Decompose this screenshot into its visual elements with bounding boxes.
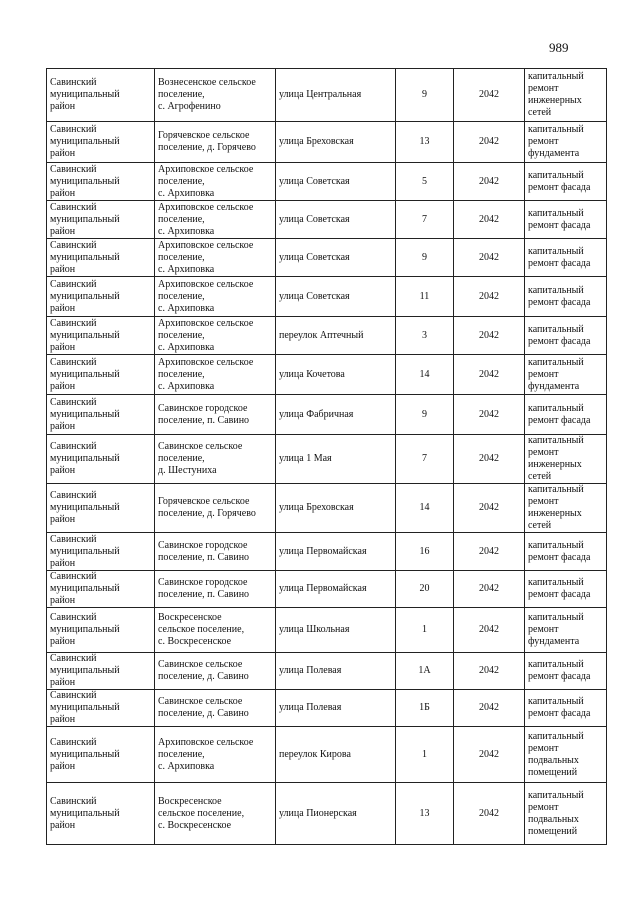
cell-line: муниципальный: [50, 290, 120, 302]
cell-line: с. Архиповка: [158, 187, 215, 199]
house-number-cell: 7: [396, 201, 454, 239]
year-cell: 2042: [454, 163, 525, 201]
cell-line: помещений: [528, 766, 578, 778]
cell-line: район: [50, 514, 76, 525]
district-cell: [47, 727, 155, 783]
repair-type-cell: [525, 533, 607, 571]
street-cell: переулок Кирова: [276, 727, 396, 783]
cell-line: муниципальный: [50, 408, 120, 420]
year-cell: 2042: [454, 277, 525, 317]
cell-line: д. Шестуниха: [158, 465, 217, 476]
street-cell: улица 1 Мая: [276, 435, 396, 484]
cell-line: поселение,: [158, 290, 205, 302]
cell-line: ремонт: [528, 83, 559, 94]
cell-line: Архиповское сельское: [158, 163, 254, 175]
cell-line: Горячевское сельское: [158, 496, 250, 507]
cell-line: инженерных: [528, 508, 582, 519]
house-number-cell: 7: [396, 435, 454, 484]
street-cell: улица Советская: [276, 239, 396, 277]
cell-line: Савинский: [50, 124, 97, 135]
cell-line: Савинский: [50, 77, 97, 88]
cell-line: с. Архиповка: [158, 225, 215, 237]
settlement-cell: [155, 690, 276, 727]
cell-line: поселение, п. Савино: [158, 551, 250, 563]
cell-line: Савинский: [50, 356, 97, 368]
cell-line: сельское поселение,: [158, 624, 245, 635]
cell-line: Савинское городское: [158, 402, 248, 414]
street-cell: улица Пионерская: [276, 783, 396, 845]
district-cell: [47, 484, 155, 533]
year-cell: 2042: [454, 783, 525, 845]
district-cell: [47, 533, 155, 571]
cell-line: Савинский: [50, 441, 97, 452]
cell-line: муниципальный: [50, 583, 120, 594]
table-row: [47, 355, 607, 395]
house-number-cell: 3: [396, 317, 454, 355]
settlement-cell: [155, 608, 276, 653]
cell-line: поселение,: [158, 251, 205, 263]
cell-line: район: [50, 636, 76, 647]
cell-line: Савинский: [50, 612, 97, 623]
district-cell: [47, 435, 155, 484]
cell-line: капитальный: [528, 71, 584, 82]
cell-line: капитальный: [528, 124, 584, 135]
cell-line: район: [50, 595, 76, 606]
cell-line: Воскресенское: [158, 795, 222, 807]
cell-line: инженерных: [528, 95, 582, 106]
settlement-cell: [155, 484, 276, 533]
cell-line: поселение, д. Горячево: [158, 142, 256, 153]
district-cell: [47, 239, 155, 277]
settlement-cell: [155, 277, 276, 317]
cell-line: муниципальный: [50, 213, 120, 225]
cell-line: капитальный: [528, 577, 584, 588]
register-table-body: [47, 69, 607, 845]
street-cell: улица Фабричная: [276, 395, 396, 435]
house-number-cell: 11: [396, 277, 454, 317]
table-row: [47, 533, 607, 571]
street-cell: улица Первомайская: [276, 571, 396, 608]
cell-line: район: [50, 760, 76, 772]
cell-line: район: [50, 819, 76, 831]
cell-line: Савинский: [50, 201, 97, 213]
cell-line: район: [50, 101, 76, 112]
cell-line: фундамента: [528, 148, 580, 159]
cell-line: капитальный: [528, 730, 584, 742]
table-row: [47, 608, 607, 653]
house-number-cell: 1: [396, 608, 454, 653]
street-cell: улица Первомайская: [276, 533, 396, 571]
cell-line: муниципальный: [50, 329, 120, 341]
settlement-cell: [155, 395, 276, 435]
cell-line: Савинское сельское: [158, 441, 243, 452]
year-cell: 2042: [454, 533, 525, 571]
year-cell: 2042: [454, 690, 525, 727]
table-row: [47, 239, 607, 277]
cell-line: район: [50, 420, 76, 432]
cell-line: ремонт фасада: [528, 257, 591, 269]
cell-line: капитальный: [528, 539, 584, 551]
cell-line: поселение,: [158, 175, 205, 187]
cell-line: сетей: [528, 520, 552, 531]
cell-line: с. Воскресенское: [158, 819, 232, 831]
cell-line: поселение,: [158, 453, 205, 464]
cell-line: капитальный: [528, 484, 584, 495]
cell-line: Воскресенское: [158, 612, 222, 623]
cell-line: район: [50, 225, 76, 237]
register-table: [46, 68, 607, 845]
street-cell: улица Полевая: [276, 653, 396, 690]
year-cell: 2042: [454, 69, 525, 122]
cell-line: ремонт: [528, 136, 559, 147]
cell-line: Савинский: [50, 533, 97, 545]
cell-line: Архиповское сельское: [158, 278, 254, 290]
cell-line: капитальный: [528, 402, 584, 414]
cell-line: с. Архиповка: [158, 341, 215, 353]
settlement-cell: [155, 727, 276, 783]
cell-line: район: [50, 465, 76, 476]
cell-line: подвальных: [528, 813, 579, 825]
cell-line: с. Архиповка: [158, 302, 215, 314]
cell-line: район: [50, 557, 76, 569]
house-number-cell: 20: [396, 571, 454, 608]
street-cell: улица Школьная: [276, 608, 396, 653]
cell-line: Савинский: [50, 653, 97, 664]
cell-line: Архиповское сельское: [158, 356, 254, 368]
settlement-cell: [155, 653, 276, 690]
year-cell: 2042: [454, 395, 525, 435]
settlement-cell: [155, 69, 276, 122]
cell-line: подвальных: [528, 754, 579, 766]
cell-line: Вознесенское сельское: [158, 77, 256, 88]
cell-line: капитальный: [528, 612, 584, 623]
cell-line: район: [50, 380, 76, 392]
cell-line: сетей: [528, 107, 552, 118]
cell-line: муниципальный: [50, 89, 120, 100]
year-cell: 2042: [454, 122, 525, 163]
cell-line: муниципальный: [50, 748, 120, 760]
house-number-cell: 14: [396, 484, 454, 533]
settlement-cell: [155, 317, 276, 355]
cell-line: муниципальный: [50, 251, 120, 263]
cell-line: Архиповское сельское: [158, 201, 254, 213]
cell-line: ремонт: [528, 742, 559, 754]
repair-type-cell: [525, 395, 607, 435]
house-number-cell: 1: [396, 727, 454, 783]
settlement-cell: [155, 201, 276, 239]
cell-line: Савинский: [50, 278, 97, 290]
district-cell: [47, 317, 155, 355]
cell-line: ремонт: [528, 368, 559, 380]
cell-line: район: [50, 148, 76, 159]
house-number-cell: 1А: [396, 653, 454, 690]
repair-type-cell: [525, 239, 607, 277]
cell-line: район: [50, 341, 76, 353]
street-cell: улица Бреховская: [276, 122, 396, 163]
settlement-cell: [155, 163, 276, 201]
table-row: [47, 163, 607, 201]
table-row: [47, 201, 607, 239]
cell-line: район: [50, 714, 76, 725]
street-cell: улица Центральная: [276, 69, 396, 122]
cell-line: с. Агрофенино: [158, 101, 221, 112]
table-row: [47, 783, 607, 845]
repair-type-cell: [525, 435, 607, 484]
cell-line: Савинский: [50, 690, 97, 701]
settlement-cell: [155, 122, 276, 163]
year-cell: 2042: [454, 571, 525, 608]
cell-line: муниципальный: [50, 502, 120, 513]
repair-type-cell: [525, 201, 607, 239]
cell-line: ремонт фасада: [528, 708, 591, 719]
district-cell: [47, 163, 155, 201]
cell-line: район: [50, 302, 76, 314]
table-row: [47, 690, 607, 727]
cell-line: ремонт фасада: [528, 414, 591, 426]
district-cell: [47, 69, 155, 122]
house-number-cell: 9: [396, 69, 454, 122]
year-cell: 2042: [454, 653, 525, 690]
cell-line: район: [50, 677, 76, 688]
cell-line: помещений: [528, 825, 578, 837]
year-cell: 2042: [454, 239, 525, 277]
street-cell: переулок Аптечный: [276, 317, 396, 355]
street-cell: улица Кочетова: [276, 355, 396, 395]
cell-line: фундамента: [528, 636, 580, 647]
table-row: [47, 435, 607, 484]
street-cell: улица Советская: [276, 277, 396, 317]
cell-line: поселение, д. Савино: [158, 708, 249, 719]
page-number: 989: [549, 40, 569, 55]
settlement-cell: [155, 435, 276, 484]
house-number-cell: 9: [396, 395, 454, 435]
cell-line: капитальный: [528, 356, 584, 368]
cell-line: муниципальный: [50, 665, 120, 676]
cell-line: с. Архиповка: [158, 263, 215, 275]
cell-line: ремонт: [528, 801, 559, 813]
cell-line: капитальный: [528, 659, 584, 670]
repair-type-cell: [525, 122, 607, 163]
year-cell: 2042: [454, 355, 525, 395]
repair-type-cell: [525, 653, 607, 690]
cell-line: капитальный: [528, 435, 584, 446]
repair-type-cell: [525, 571, 607, 608]
cell-line: Савинский: [50, 239, 97, 251]
settlement-cell: [155, 355, 276, 395]
year-cell: 2042: [454, 727, 525, 783]
house-number-cell: 13: [396, 783, 454, 845]
cell-line: муниципальный: [50, 807, 120, 819]
district-cell: [47, 608, 155, 653]
cell-line: поселение,: [158, 748, 205, 760]
district-cell: [47, 653, 155, 690]
cell-line: поселение,: [158, 329, 205, 341]
repair-type-cell: [525, 690, 607, 727]
cell-line: Савинский: [50, 795, 97, 807]
settlement-cell: [155, 783, 276, 845]
cell-line: Савинское городское: [158, 577, 248, 588]
cell-line: муниципальный: [50, 702, 120, 713]
cell-line: муниципальный: [50, 368, 120, 380]
cell-line: поселение, п. Савино: [158, 589, 250, 600]
cell-line: Архиповское сельское: [158, 317, 254, 329]
district-cell: [47, 201, 155, 239]
cell-line: капитальный: [528, 789, 584, 801]
cell-line: муниципальный: [50, 136, 120, 147]
cell-line: Савинский: [50, 736, 97, 748]
year-cell: 2042: [454, 435, 525, 484]
cell-line: с. Архиповка: [158, 380, 215, 392]
street-cell: улица Советская: [276, 163, 396, 201]
table-row: [47, 653, 607, 690]
year-cell: 2042: [454, 317, 525, 355]
house-number-cell: 16: [396, 533, 454, 571]
cell-line: район: [50, 263, 76, 275]
cell-line: ремонт фасада: [528, 671, 591, 682]
table-row: [47, 317, 607, 355]
cell-line: поселение,: [158, 368, 205, 380]
cell-line: Савинский: [50, 571, 97, 582]
table-row: [47, 69, 607, 122]
cell-line: Савинский: [50, 490, 97, 501]
cell-line: Савинское сельское: [158, 659, 243, 670]
cell-line: муниципальный: [50, 545, 120, 557]
cell-line: муниципальный: [50, 453, 120, 464]
cell-line: поселение, п. Савино: [158, 414, 250, 426]
cell-line: капитальный: [528, 207, 584, 219]
cell-line: муниципальный: [50, 624, 120, 635]
cell-line: капитальный: [528, 245, 584, 257]
street-cell: улица Бреховская: [276, 484, 396, 533]
cell-line: ремонт фасада: [528, 589, 591, 600]
house-number-cell: 5: [396, 163, 454, 201]
year-cell: 2042: [454, 484, 525, 533]
table-row: [47, 727, 607, 783]
district-cell: [47, 122, 155, 163]
repair-type-cell: [525, 277, 607, 317]
cell-line: сетей: [528, 471, 552, 482]
table-row: [47, 122, 607, 163]
repair-type-cell: [525, 484, 607, 533]
repair-type-cell: [525, 317, 607, 355]
cell-line: Савинский: [50, 396, 97, 408]
repair-type-cell: [525, 355, 607, 395]
cell-line: ремонт: [528, 496, 559, 507]
table-row: [47, 277, 607, 317]
cell-line: поселение,: [158, 213, 205, 225]
table-row: [47, 571, 607, 608]
cell-line: фундамента: [528, 380, 580, 392]
cell-line: Архиповское сельское: [158, 736, 254, 748]
district-cell: [47, 395, 155, 435]
cell-line: Савинское городское: [158, 539, 248, 551]
year-cell: 2042: [454, 201, 525, 239]
cell-line: район: [50, 187, 76, 199]
cell-line: капитальный: [528, 323, 584, 335]
repair-type-cell: [525, 608, 607, 653]
cell-line: Савинское сельское: [158, 696, 243, 707]
cell-line: ремонт фасада: [528, 551, 591, 563]
repair-type-cell: [525, 727, 607, 783]
cell-line: Горячевское сельское: [158, 130, 250, 141]
house-number-cell: 1Б: [396, 690, 454, 727]
house-number-cell: 13: [396, 122, 454, 163]
table-row: [47, 395, 607, 435]
cell-line: муниципальный: [50, 175, 120, 187]
district-cell: [47, 571, 155, 608]
repair-type-cell: [525, 163, 607, 201]
house-number-cell: 9: [396, 239, 454, 277]
cell-line: капитальный: [528, 284, 584, 296]
cell-line: ремонт фасада: [528, 219, 591, 231]
settlement-cell: [155, 239, 276, 277]
cell-line: с. Воскресенское: [158, 636, 232, 647]
cell-line: Савинский: [50, 163, 97, 175]
street-cell: улица Советская: [276, 201, 396, 239]
settlement-cell: [155, 571, 276, 608]
cell-line: ремонт: [528, 624, 559, 635]
repair-type-cell: [525, 69, 607, 122]
district-cell: [47, 277, 155, 317]
cell-line: инженерных: [528, 459, 582, 470]
cell-line: ремонт фасада: [528, 335, 591, 347]
repair-type-cell: [525, 783, 607, 845]
cell-line: сельское поселение,: [158, 807, 245, 819]
cell-line: Архиповское сельское: [158, 239, 254, 251]
street-cell: улица Полевая: [276, 690, 396, 727]
table-row: [47, 484, 607, 533]
district-cell: [47, 690, 155, 727]
cell-line: ремонт: [528, 447, 559, 458]
cell-line: ремонт фасада: [528, 181, 591, 193]
cell-line: капитальный: [528, 169, 584, 181]
house-number-cell: 14: [396, 355, 454, 395]
cell-line: капитальный: [528, 696, 584, 707]
district-cell: [47, 355, 155, 395]
cell-line: поселение, д. Горячево: [158, 508, 256, 519]
settlement-cell: [155, 533, 276, 571]
cell-line: с. Архиповка: [158, 760, 215, 772]
cell-line: ремонт фасада: [528, 296, 591, 308]
cell-line: поселение,: [158, 89, 205, 100]
cell-line: Савинский: [50, 317, 97, 329]
cell-line: поселение, д. Савино: [158, 671, 249, 682]
district-cell: [47, 783, 155, 845]
year-cell: 2042: [454, 608, 525, 653]
